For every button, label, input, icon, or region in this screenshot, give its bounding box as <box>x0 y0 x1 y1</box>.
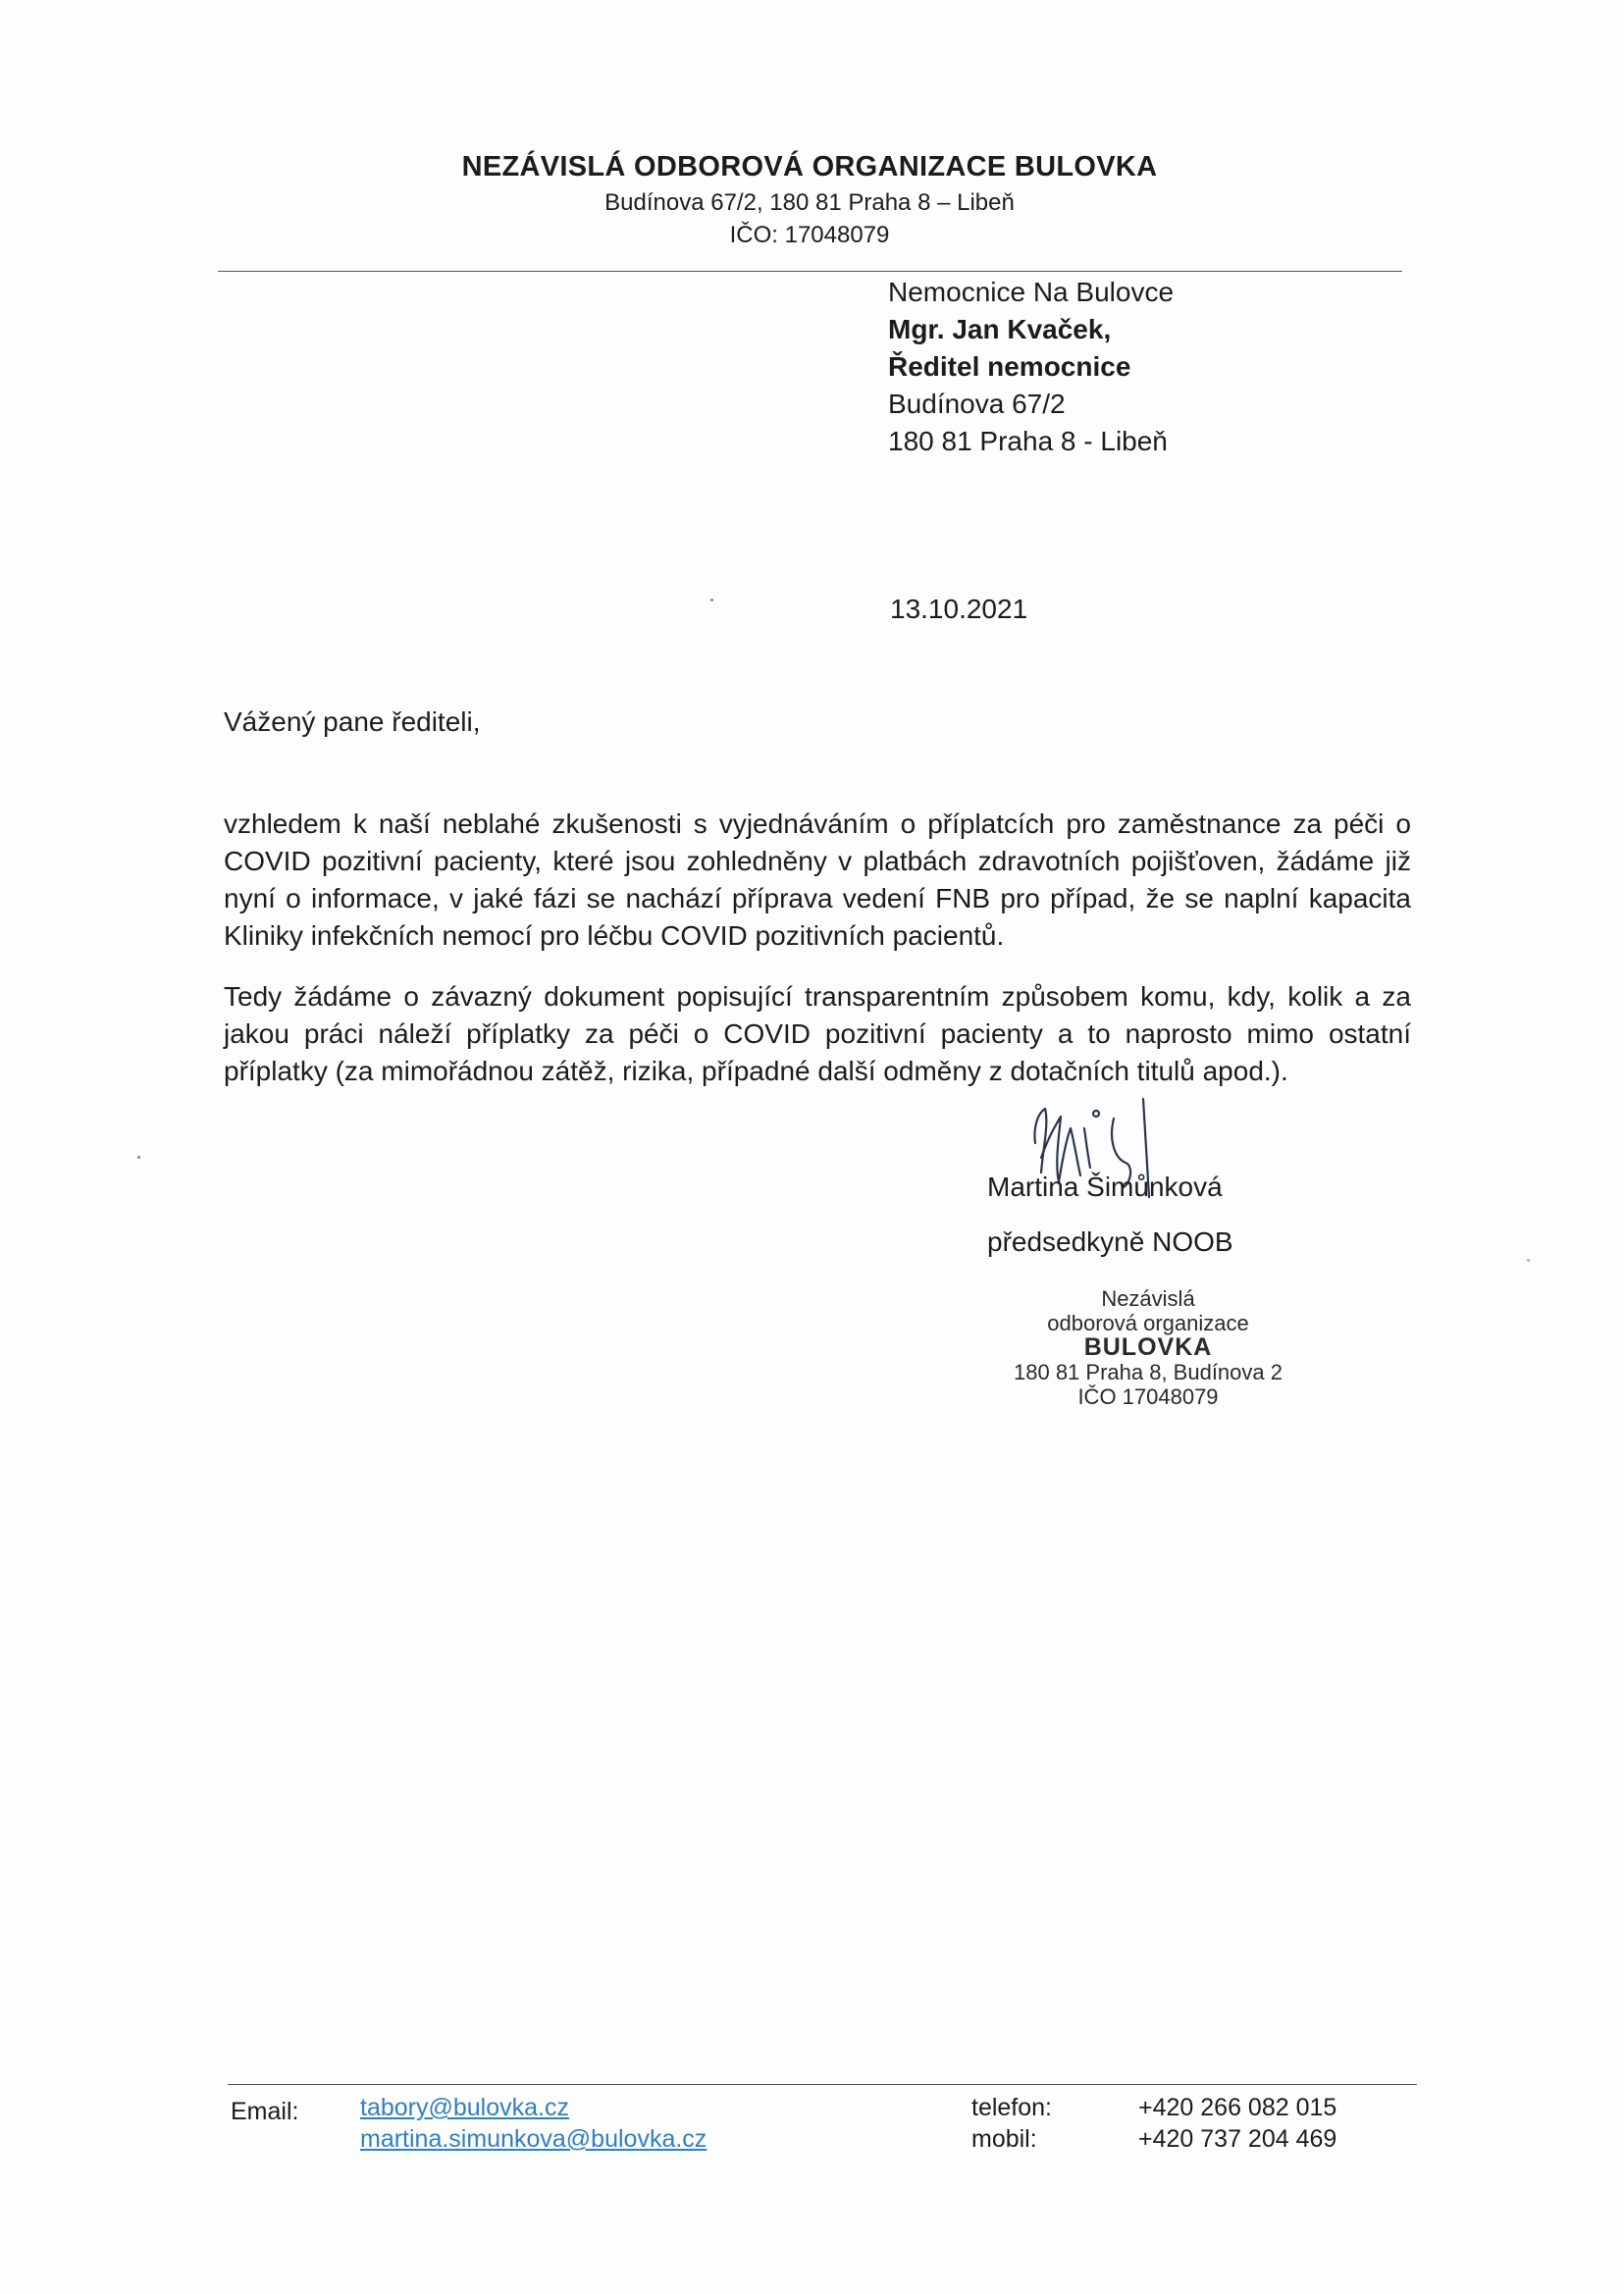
signature-block <box>987 1160 1233 1270</box>
letterhead-divider <box>218 271 1402 272</box>
scan-speck <box>710 599 713 601</box>
letterhead <box>216 147 1403 251</box>
organization-ico: IČO: 17048079 <box>729 222 890 248</box>
footer-emails <box>360 2092 707 2155</box>
footer-phone-labels <box>971 2092 1052 2155</box>
body-paragraph-2: Tedy žádáme o závazný dokument popisující transparentním způsobem komu, kdy, kolik a za jakou práci náleží příplatky za péči o COVID pozitivní pacienty a to naprosto mimo ostatní příplatky (za mimořádnou zátěž, rizika, případné další odměny z dotačních titulů apod.). <box>224 981 1411 1086</box>
footer-phone-numbers <box>1138 2092 1336 2155</box>
stamp-line-1: Nezávislá <box>1101 1286 1195 1311</box>
recipient-street: Budínova 67/2 <box>888 389 1066 419</box>
signer-name: Martina Šimůnková <box>987 1172 1223 1202</box>
recipient-city: 180 81 Praha 8 - Libeň <box>888 426 1168 456</box>
recipient-person: Mgr. Jan Kvaček, <box>888 314 1112 344</box>
stamp-line-2: odborová organizace <box>1047 1311 1249 1335</box>
body-paragraph-1: vzhledem k naší neblahé zkušenosti s vyjednáváním o příplatcích pro zaměstnance za péči o COVID pozitivní pacienty, které jsou zohledněny v platbách zdravotních pojišťoven, žádáme již nyní o informace, v jaké fázi se nachází příprava vedení FNB pro případ, že se naplní kapacita Kliniky infekčních nemocí pro léčbu COVID pozitivních pacientů. <box>224 808 1411 951</box>
mobile-label: mobil: <box>971 2125 1037 2153</box>
phone-label: telefon: <box>971 2094 1053 2121</box>
organization-name: NEZÁVISLÁ ODBOROVÁ ORGANIZACE BULOVKA <box>461 151 1158 182</box>
scan-speck <box>1527 1259 1530 1262</box>
letter-date: 13.10.2021 <box>890 594 1028 624</box>
signer-title: předsedkyně NOOB <box>987 1226 1233 1257</box>
footer-email-label: Email: <box>231 2098 299 2125</box>
organization-stamp <box>981 1286 1315 1409</box>
recipient-address-block <box>888 274 1174 460</box>
recipient-role: Ředitel nemocnice <box>888 351 1131 382</box>
stamp-line-3: BULOVKA <box>1083 1333 1213 1361</box>
stamp-line-4: 180 81 Praha 8, Budínova 2 <box>1014 1360 1283 1384</box>
email-link-simunkova[interactable]: martina.simunkova@bulovka.cz <box>360 2125 707 2153</box>
stamp-line-5: IČO 17048079 <box>1077 1384 1219 1409</box>
phone-number: +420 266 082 015 <box>1138 2094 1337 2121</box>
organization-address: Budínova 67/2, 180 81 Praha 8 – Libeň <box>604 189 1015 216</box>
footer-divider <box>228 2084 1417 2085</box>
scan-speck <box>137 1156 140 1159</box>
recipient-institution: Nemocnice Na Bulovce <box>888 277 1175 307</box>
salutation: Vážený pane řediteli, <box>224 706 481 737</box>
mobile-number: +420 737 204 469 <box>1138 2125 1337 2153</box>
email-link-tabory[interactable]: tabory@bulovka.cz <box>360 2094 569 2121</box>
